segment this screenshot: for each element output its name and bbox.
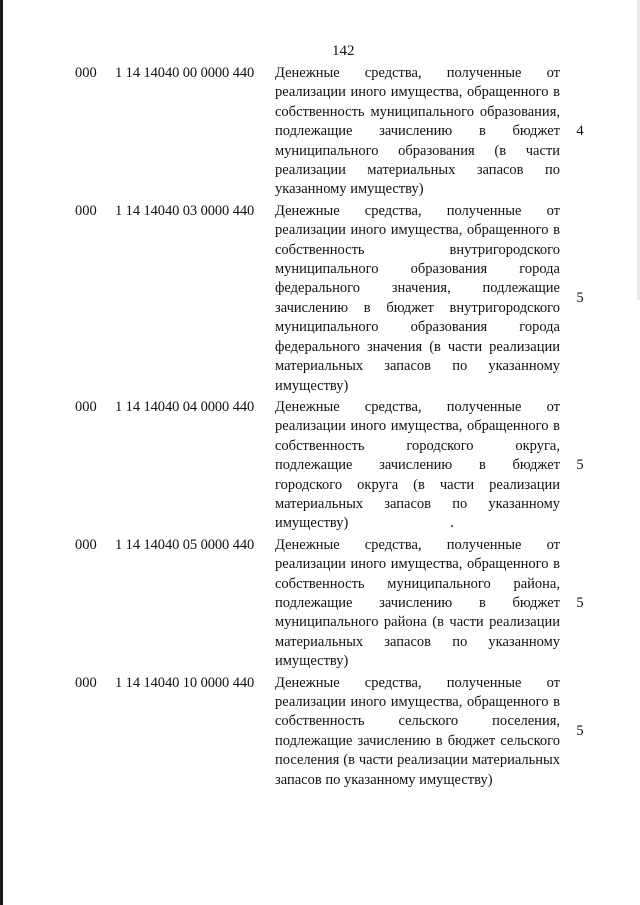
admin-code: 000 [75,536,97,553]
norm-value [560,64,600,200]
norm-value-text: 4 [576,123,584,140]
norm-value [560,536,600,672]
norm-value-text: 5 [576,723,584,740]
kbk-code: 1 14 14040 00 0000 440 [115,65,255,81]
admin-code: 000 [75,398,97,415]
revenue-name: Денежные средства, полученные от реализации иного имущества, обращенного в собственность городского округа, подлежащие зачислению в бюджет городского округа (в части реализации материальных запасов по указанному имуществу) [275,398,560,532]
revenue-name: Денежные средства, полученные от реализации иного имущества, обращенного в собственность муниципального района, подлежащие зачислению в бюджет муниципального района (в части реализации материальных запасов по указанному имуществу) [275,536,560,670]
revenue-name: Денежные средства, полученные от реализации иного имущества, обращенного в собственность муниципального образования, подлежащие зачислению в бюджет муниципального образования (в части реализации материальных запасов по указанному имуществу) [275,65,560,198]
norm-value-text: 5 [576,290,584,307]
table-row [0,202,640,396]
norm-value-text: 5 [576,594,584,611]
norm-value [560,398,600,534]
scan-speck [451,525,453,527]
norm-value [560,202,600,396]
revenue-name: Денежные средства, полученные от реализации иного имущества, обращенного в собственность сельского поселения, подлежащие зачислению в бюджет сельского поселения (в части реализации материальных запасов по указанному имуществу) [275,674,560,788]
kbk-code: 1 14 14040 03 0000 440 [115,202,255,219]
table-row [0,64,640,200]
kbk-code: 1 14 14040 05 0000 440 [115,536,255,553]
revenue-name: Денежные средства, полученные от реализации иного имущества, обращенного в собственность внутригородского муниципального образования города федерального значения, подлежащие зачислению в бюджет внутригородского муниципального образования города федерального значения (в части реализации материальных запасов по указанному имуществу) [275,202,560,394]
table-row [0,398,640,534]
page-number: 142 [332,43,355,59]
admin-code: 000 [75,202,97,219]
table-row [0,674,640,790]
admin-code: 000 [75,674,97,691]
norm-value [560,674,600,790]
kbk-code: 1 14 14040 10 0000 440 [115,674,255,691]
norm-value-text: 5 [576,457,584,474]
admin-code: 000 [75,65,97,81]
kbk-code: 1 14 14040 04 0000 440 [115,398,255,415]
table-row [0,536,640,672]
revenue-table [0,64,640,792]
